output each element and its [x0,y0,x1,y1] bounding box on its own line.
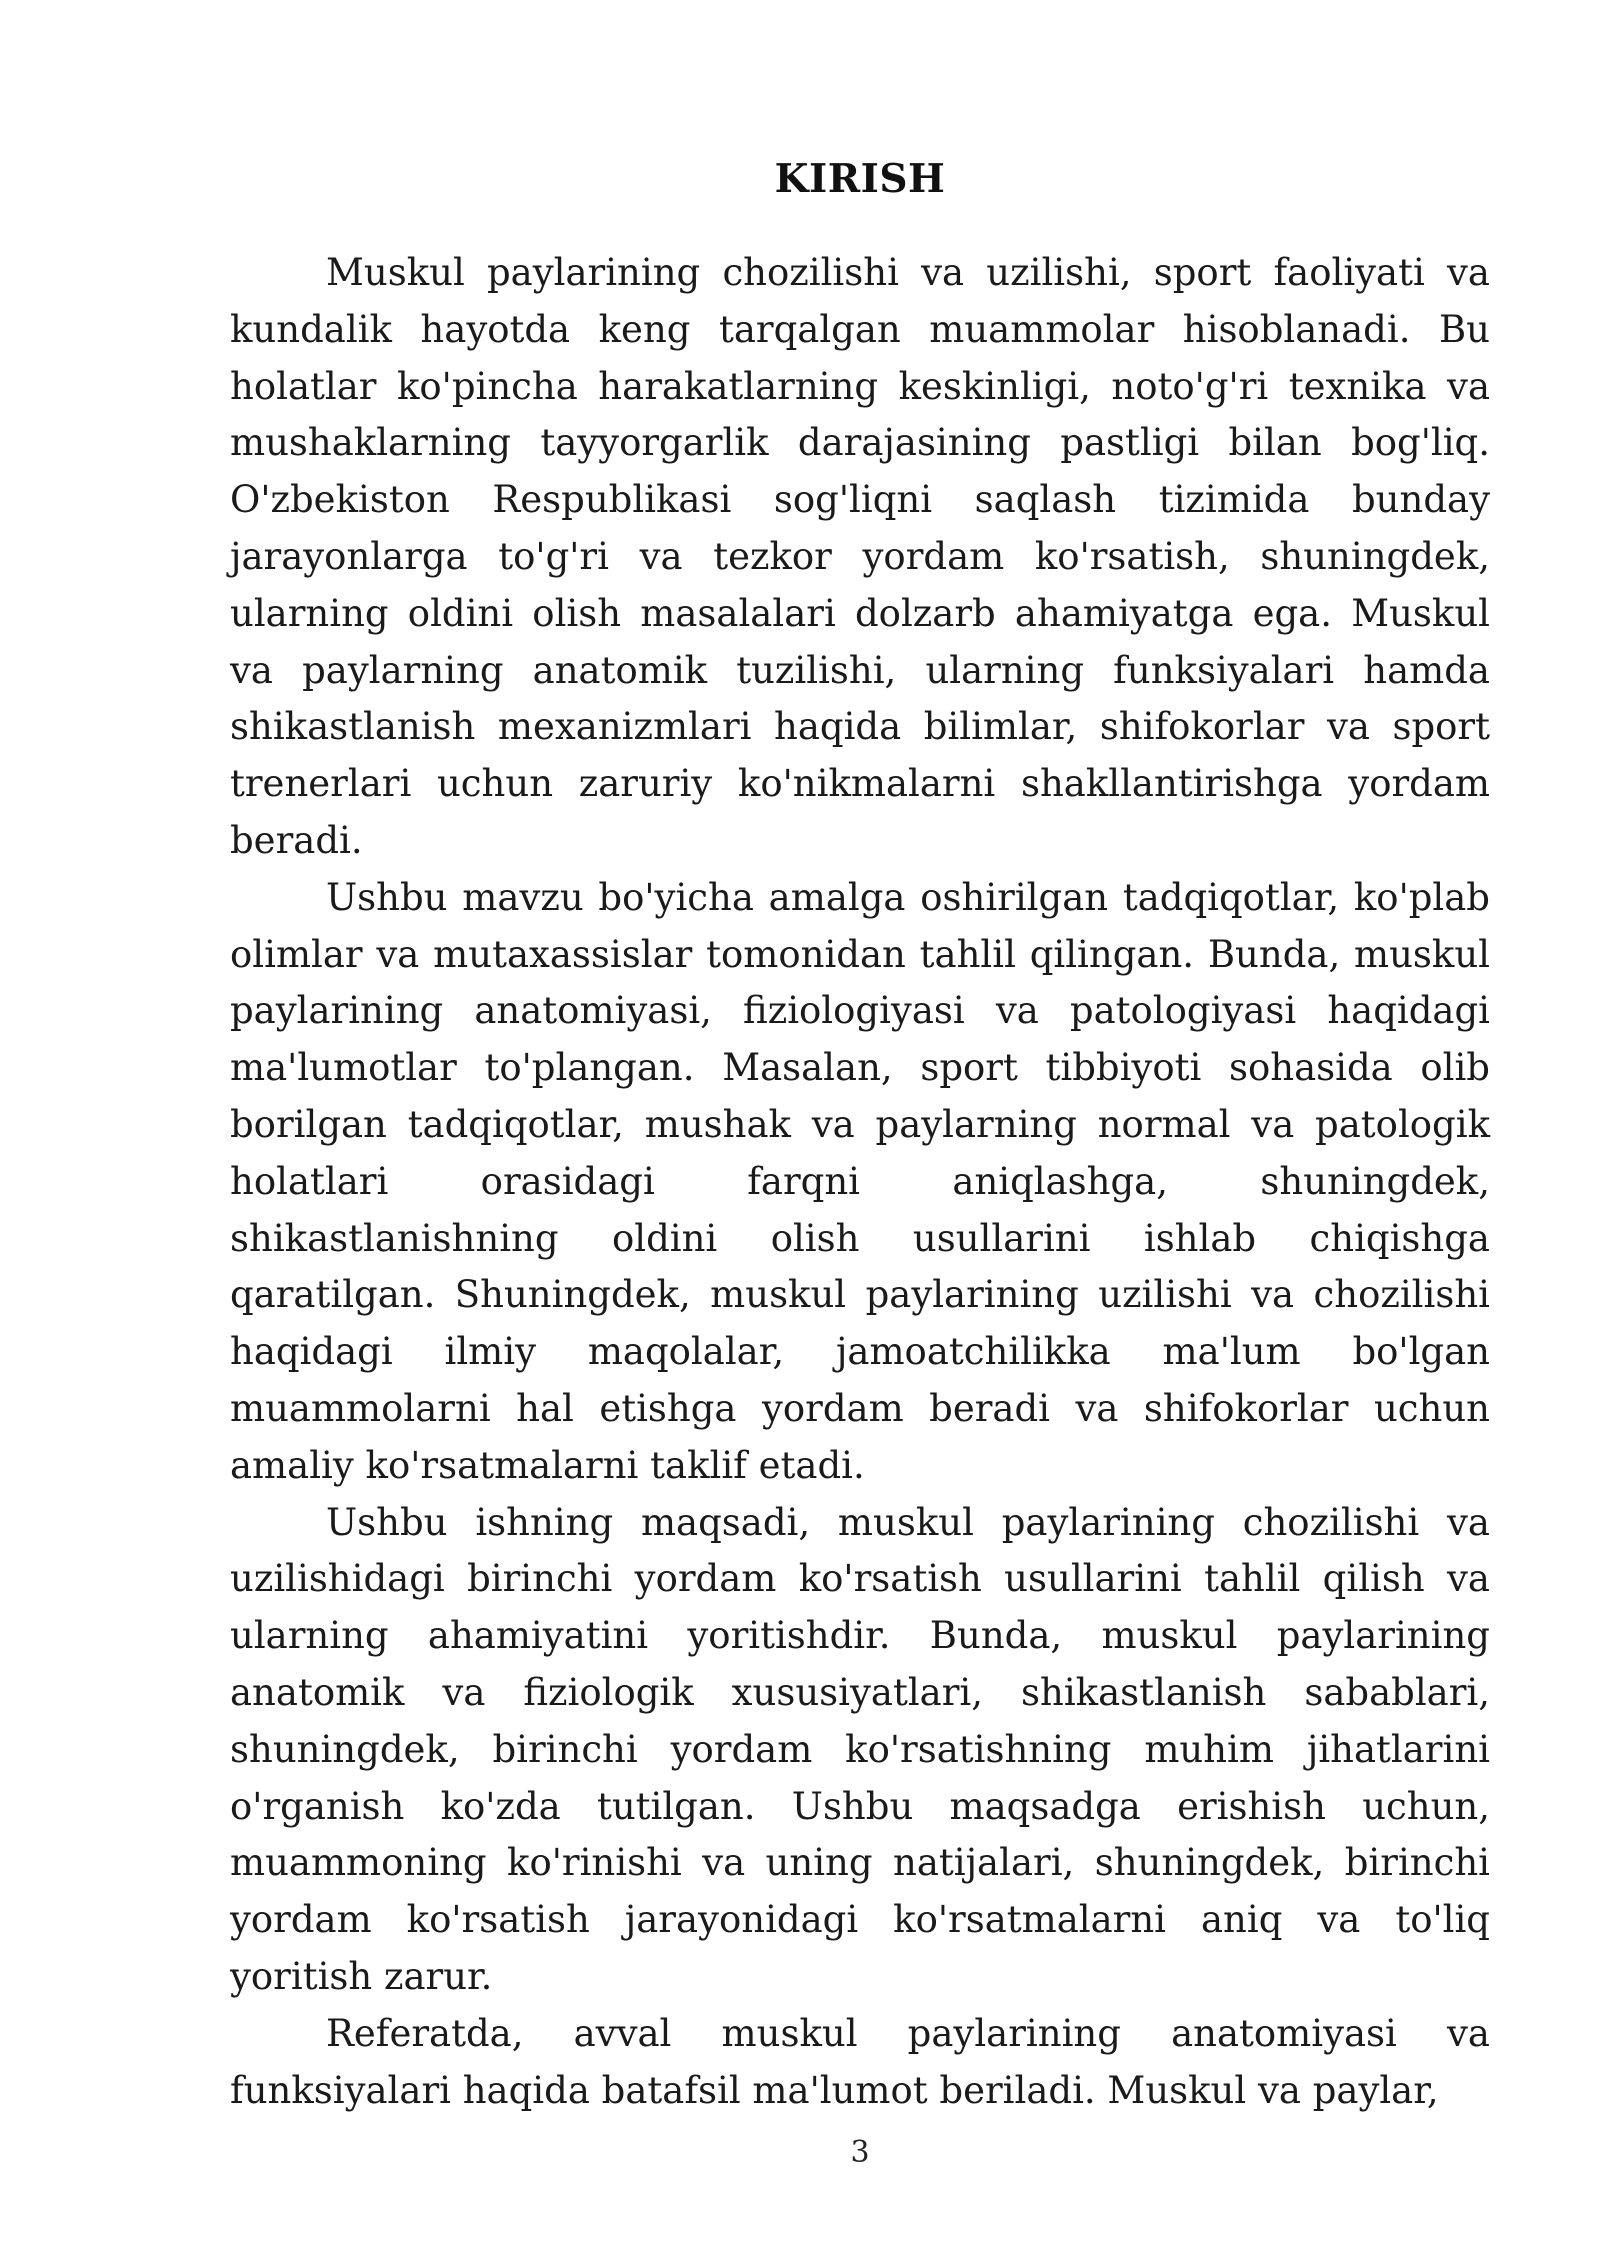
body-text [230,245,1490,2119]
paragraph-3: Ushbu ishning maqsadi, muskul paylarining chozilishi va uzilishidagi birinchi yordam ko'rsatish usullarini tahlil qilish va ularning ahamiyatini yoritishdir. Bunda, muskul paylarining anatomik va fiziologik xususiyatlari, shikastlanish sabablari, shuningdek, birinchi yordam ko'rsatishning muhim jihatlarini o'rganish ko'zda tutilgan. Ushbu maqsadga erishish uchun, muammoning ko'rinishi va uning natijalari, shuningdek, birinchi yordam ko'rsatish jarayonidagi ko'rsatmalarni aniq va to'liq yoritish zarur. [230,1500,1490,1998]
paragraph-2: Ushbu mavzu bo'yicha amalga oshirilgan tadqiqotlar, ko'plab olimlar va mutaxassislar tomonidan tahlil qilingan. Bunda, muskul paylarining anatomiyasi, fiziologiyasi va patologiyasi haqidagi ma'lumotlar to'plangan. Masalan, sport tibbiyoti sohasida olib borilgan tadqiqotlar, mushak va paylarning normal va patologik holatlari orasidagi farqni aniqlashga, shuningdek, shikastlanishning oldini olish usullarini ishlab chiqishga qaratilgan. Shuningdek, muskul paylarining uzilishi va chozilishi haqidagi ilmiy maqolalar, jamoatchilikka ma'lum bo'lgan muammolarni hal etishga yordam beradi va shifokorlar uchun amaliy ko'rsatmalarni taklif etadi. [230,875,1490,1487]
section-heading: KIRISH [774,156,946,202]
page-number: 3 [850,2135,870,2170]
paragraph-4: Referatda, avval muskul paylarining anatomiyasi va funksiyalari haqida batafsil ma'lumot beriladi. Muskul va paylar, [230,2011,1490,2112]
paragraph-1: Muskul paylarining chozilishi va uzilishi, sport faoliyati va kundalik hayotda keng tarqalgan muammolar hisoblanadi. Bu holatlar ko'pincha harakatlarning keskinligi, noto'g'ri texnika va mushaklarning tayyorgarlik darajasining pastligi bilan bog'liq. O'zbekiston Respublikasi sog'liqni saqlash tizimida bunday jarayonlarga to'g'ri va tezkor yordam ko'rsatish, shuningdek, ularning oldini olish masalalari dolzarb ahamiyatga ega. Muskul va paylarning anatomik tuzilishi, ularning funksiyalari hamda shikastlanish mexanizmlari haqida bilimlar, shifokorlar va sport trenerlari uchun zaruriy ko'nikmalarni shakllantirishga yordam beradi. [230,251,1490,862]
